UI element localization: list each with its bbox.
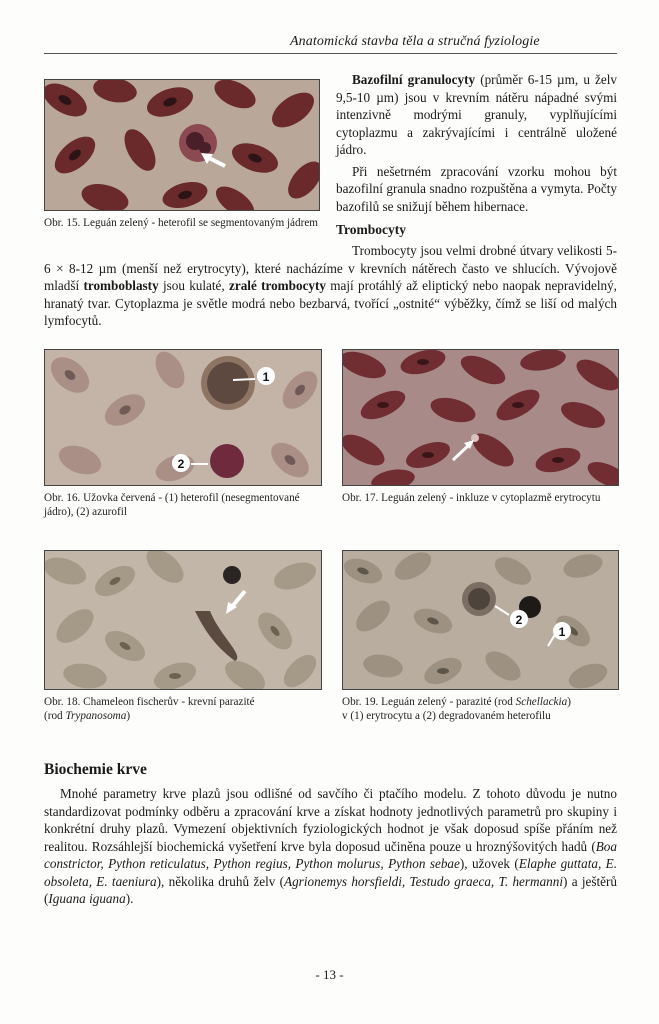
fig18-cap-genus: Trypanosoma xyxy=(65,710,127,722)
fig18-cap-pre: (rod xyxy=(44,710,66,722)
figure-18-caption xyxy=(44,695,320,723)
basophils-text-1: (průměr 6-15 µm, u želv 9,5-10 µm) jsou v krevním nátěru nápadné svými intenzivně modrými granuly, vyplňujícími cytoplazmu a zakrývajícími i centrálně uložené jádro. xyxy=(336,72,617,157)
figure-17-photo xyxy=(342,349,619,486)
basophils-term: Bazofilní granulocyty xyxy=(352,72,476,87)
tromboblasty-term: tromboblasty xyxy=(83,278,159,293)
basophils-section xyxy=(336,71,617,215)
figure-19-caption xyxy=(342,695,617,723)
fig19-label-2: 2 xyxy=(515,613,523,627)
thrombocytes-heading: Trombocyty xyxy=(336,222,406,237)
fig19-label-1: 1 xyxy=(558,625,566,639)
biochem-text-1: Mnohé parametry krve plazů jsou odlišné od savčího či ptačího modelu. Z tohoto důvodu je nutno standardizovat podmínky odběru a zpracování krve a získat hodnoty jednotlivých parametrů pro skupiny i konkrétní druhy plazů. Vymezení objektivních fyziologických hodnot je však doposud spíše přáním než realitou. Rozsáhlejší biochemická vyšetření krve byla doposud učiněna pouze u hroznýšovitých hadů ( xyxy=(44,786,617,854)
fig18-cap-post: ) xyxy=(126,710,131,722)
biochem-text-2: ), užovek ( xyxy=(459,856,519,871)
figure-15-caption: Obr. 15. Leguán zelený - heterofil se segmentovaným jádrem xyxy=(44,217,319,229)
thrombocytes-text-1: Trombocyty jsou velmi drobné útvary velikosti 5-6 × 8-12 µm (menší než erytrocyty), které nacházíme v krevních nátěrech často ve shlucích. Vývojově mladší xyxy=(44,243,617,293)
figure-18-caption-line-2 xyxy=(44,709,320,723)
biochem-species-4: Iguana iguana xyxy=(48,891,126,906)
biochem-text-4: ) a ještěrů ( xyxy=(44,873,617,906)
fig16-label-1: 1 xyxy=(262,370,270,384)
fig16-label-2: 2 xyxy=(177,457,185,471)
fig19-cap-post: ) xyxy=(567,696,571,708)
page-number: - 13 - xyxy=(315,967,344,982)
header-rule xyxy=(44,53,617,54)
figure-16-photo xyxy=(44,349,322,486)
basophils-paragraph-2: Při nešetrném zpracování vzorku mohou být bazofilní granula snadno rozpuštěna a vymyta. Počty bazofilů se snižují během hibernace. xyxy=(336,163,617,214)
fig19-cap-genus: Schellackia xyxy=(515,696,568,708)
biochem-heading: Biochemie krve xyxy=(44,761,147,778)
biochem-text-3: ), několika druhů želv ( xyxy=(156,873,285,889)
fig19-cap-pre: Obr. 19. Leguán zelený - parazité (rod xyxy=(342,696,516,708)
running-header: Anatomická stavba těla a stručná fyziologie xyxy=(290,34,540,49)
thrombocytes-paragraph xyxy=(44,242,617,330)
figure-18-photo xyxy=(44,550,322,690)
figure-19-photo xyxy=(342,550,619,690)
biochem-species-2: Elaphe guttata, E. obsoleta, E. taeniura xyxy=(44,856,617,889)
figure-19-caption-line-1 xyxy=(342,695,617,709)
basophils-paragraph-1 xyxy=(336,71,617,159)
thrombocytes-text-3: mají protáhlý až eliptický nebo naopak nepravidelný, hranatý tvar. Cytoplazma je světle modrá nebo bezbarvá, tvořící „ostnité“ výběžky, čímž se liší od malých lymfocytů. xyxy=(44,278,617,328)
figure-15-photo xyxy=(44,79,320,211)
biochem-paragraph xyxy=(44,785,617,908)
biochem-species-1: Boa constrictor, Python reticulatus, Python regius, Python molurus, Python sebae xyxy=(44,838,617,871)
figure-18-caption-line-1: Obr. 18. Chameleon fischerův - krevní parazité xyxy=(44,696,255,708)
biochem-text-5: ). xyxy=(125,891,134,906)
figure-17-caption: Obr. 17. Leguán zelený - inkluze v cytoplazmě erytrocytu xyxy=(342,492,601,504)
thrombocytes-text-2: jsou kulaté, xyxy=(158,278,229,293)
zrale-trombocyty-term: zralé trombocyty xyxy=(228,278,327,293)
figure-16-caption: Obr. 16. Užovka červená - (1) heterofil (nesegmentované jádro), (2) azurofil xyxy=(44,492,300,518)
biochem-species-3: Agrionemys horsfieldi, Testudo graeca, T. hermanni xyxy=(284,873,564,889)
figure-19-caption-line-2: v (1) erytrocytu a (2) degradovaném heterofilu xyxy=(342,710,551,722)
